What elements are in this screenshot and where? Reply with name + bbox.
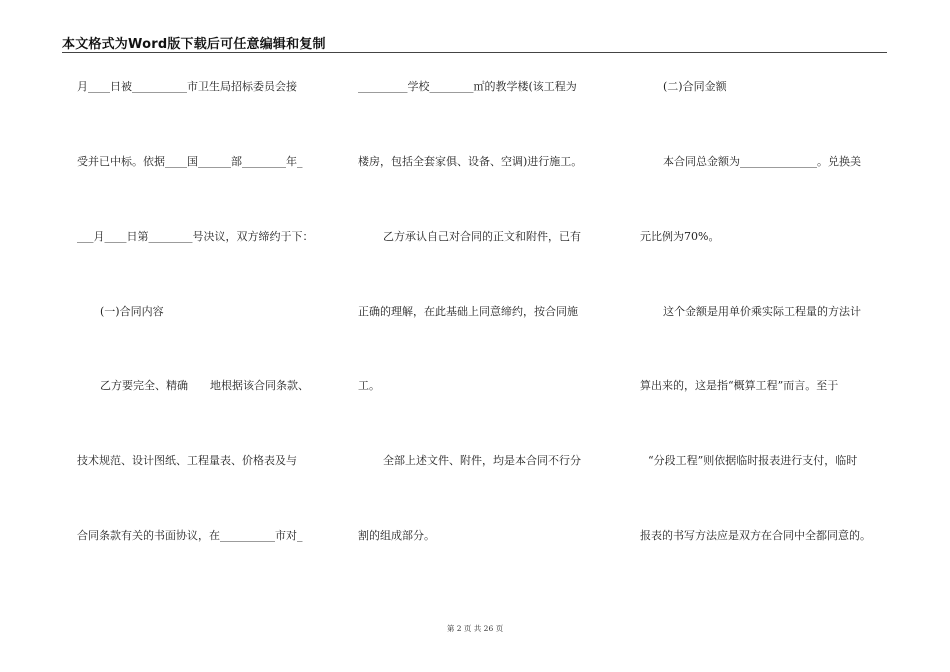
text-line: 本合同总金额为______________。兑换美 [663, 155, 861, 168]
text-line: ___月____日第________号决议，双方缔约于下： [77, 230, 314, 243]
text-line: 正确的理解，在此基础上同意缔约，按合同施 [358, 305, 578, 318]
text-line: 合同条款有关的书面协议，在__________市对_ [77, 529, 303, 542]
text-line: 技术规范、设计图纸、工程量表、价格表及与 [77, 454, 297, 467]
page-number-footer: 第 2 页 共 26 页 [446, 624, 504, 633]
text-line: 乙方要完全、精确 地根据该合同条款、 [100, 379, 309, 392]
text-line: 元比例为70%。 [640, 230, 720, 243]
section-heading: (一)合同内容 [100, 305, 164, 318]
text-line: _________学校________㎡的教学楼(该工程为 [358, 80, 577, 93]
text-line: 月____日被__________市卫生局招标委员会接 [77, 80, 297, 93]
text-line: 割的组成部分。 [358, 529, 435, 542]
text-line: 算出来的，这是指“概算工程”而言。至于 [640, 379, 839, 392]
text-line: 乙方承认自己对合同的正文和附件，已有 [383, 230, 581, 243]
text-line: 受并已中标。依据____国______部________年_ [77, 155, 303, 168]
text-line: 这个金额是用单价乘实际工程量的方法计 [663, 305, 861, 318]
page-header-title: 本文格式为Word版下载后可任意编辑和复制 [62, 37, 326, 52]
section-heading: (二)合同金额 [663, 80, 727, 93]
text-line: 全部上述文件、附件，均是本合同不行分 [383, 454, 581, 467]
text-line: 工。 [358, 379, 380, 392]
text-line: “分段工程”则依据临时报表进行支付，临时 [648, 454, 858, 467]
text-line: 楼房，包括全套家俱、设备、空调)进行施工。 [358, 155, 583, 168]
text-line: 报表的书写方法应是双方在合同中全都同意的。 [640, 529, 871, 542]
header-divider [62, 52, 887, 53]
